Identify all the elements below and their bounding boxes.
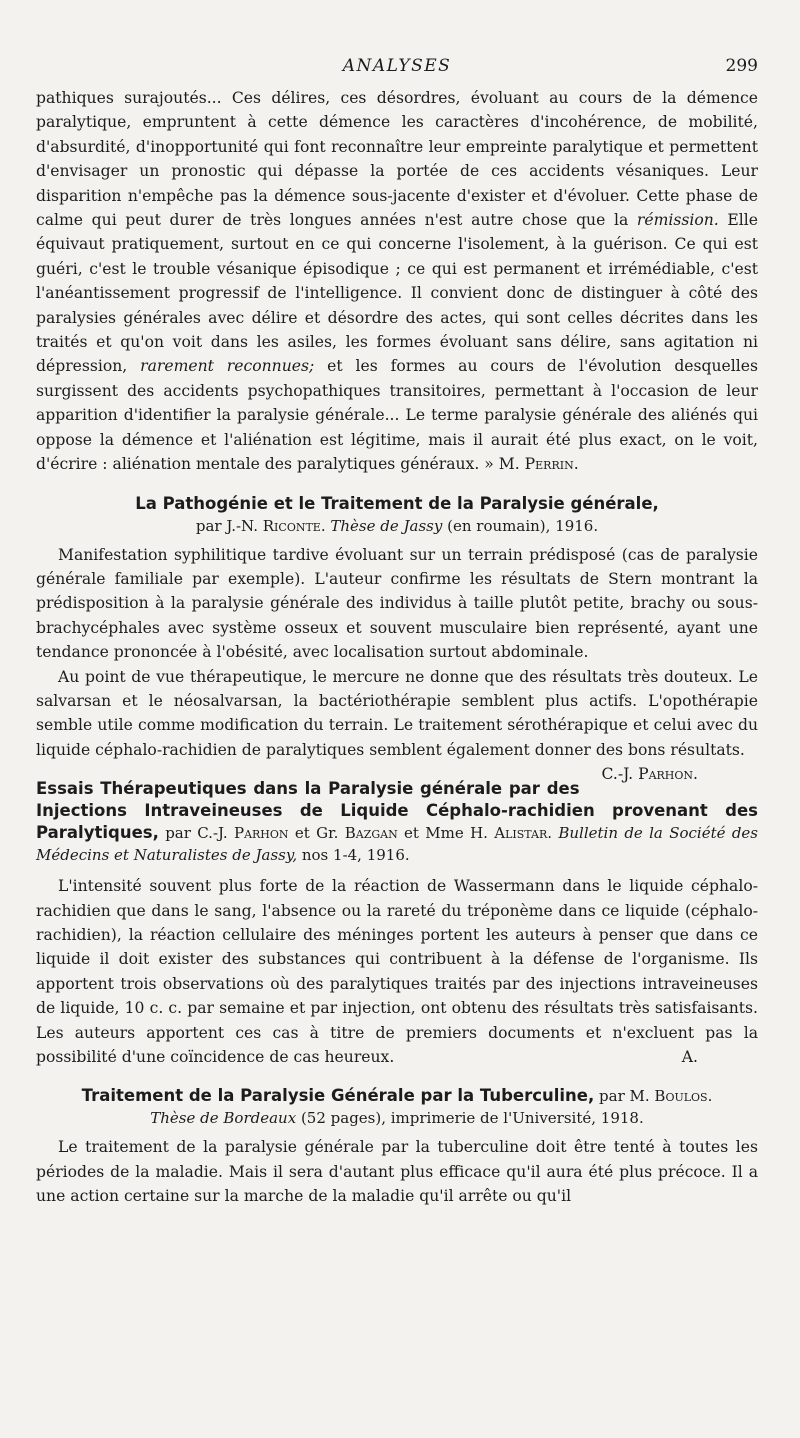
article-1-title: La Pathogénie et le Traitement de la Paralysie générale, [135, 493, 659, 513]
article-1-author: Riconte. [262, 516, 326, 535]
article-1-byline [36, 515, 758, 537]
page-content [36, 56, 758, 1209]
article-1-source: Thèse de Jassy [330, 516, 443, 535]
article-2-paragraph-1-text: L'intensité souvent plus forte de la réaction de Wassermann dans le liquide céphalo-rachidien que dans le sang, l'absence ou la rareté du tréponème dans ce liquide (céphalo-rachidien), la réaction cellulaire des méninges portent les auteurs à penser que dans ce liquide il doit exister des substances qui contribuent à la défense de l'organisme. Ils apportent trois observations où des paralytiques traités par des injections intraveineuses de liquide, 10 c. c. par semaine et par injection, ont obtenu des résultats très satisfaisants. Les auteurs apportent ces cas à titre de premiers documents et n'excluent pas la possibilité d'une coïncidence de cas heureux. [36, 877, 758, 1066]
running-title: ANALYSES [342, 56, 452, 76]
article-2-author-3: Alistar. [494, 824, 553, 843]
intro-paragraph [36, 86, 758, 477]
article-3-title [36, 1085, 758, 1107]
article-3 [36, 1085, 758, 1208]
article-1-signature: C.-J. Parhon. [601, 765, 698, 784]
article-3-author: Boulos. [654, 1087, 713, 1106]
article-2-and-2: et Mme H. [397, 824, 495, 843]
article-2-signature: A. [681, 1048, 698, 1066]
article-1-source-rest: (en roumain), 1916. [442, 516, 599, 535]
intro-text-1: pathiques surajoutés... Ces délires, ces désordres, évoluant au cours de la démence paralytique, empruntent à cette démence les caractères d'incohérence, de mobilité, d'absurdité, d'inopportunité qui font reconnaître leur empreinte paralytique et permettent d'envisager un pronostic qui dépasse la portée de ces accidents vésaniques. Leur disparition n'empêche pas la démence sous-jacente d'exister et d'évoluer. Cette phase de calme qui peut durer de très longues années n'est autre chose que la [36, 89, 758, 230]
page-number: 299 [725, 56, 758, 76]
article-3-by: par M. [594, 1087, 655, 1106]
article-2-by: par C.-J. [158, 824, 234, 843]
article-2-source-rest: nos 1-4, 1916. [297, 846, 410, 865]
article-1-paragraph-1: Manifestation syphilitique tardive évoluant sur un terrain prédisposé (cas de paralysie générale familiale par exemple). L'auteur confirme les résultats de Stern montrant la prédisposition à la paralysie générale des individus à taille plutôt petite, brachy ou sous-brachycéphales avec système osseux et souvent musculaire bien représenté, ayant une tendance prononcée à l'obésité, avec localisation surtout abdominale. [36, 545, 758, 662]
article-2-paragraph-1 [36, 874, 758, 1069]
article-2 [36, 778, 758, 1069]
intro-text-3: et les formes au cours de l'évolution desquelles surgissent des accidents psychopathiques transitoires, permettant à l'occasion de leur apparition d'identifier la paralysie générale... Le terme paralysie générale des aliénés qui oppose la démence et l'aliénation est légitime, mais il aurait été plus exact, on le voit, d'écrire : aliénation mentale des paralytiques généraux. » [36, 357, 758, 474]
article-3-source-rest: (52 pages), imprimerie de l'Université, 1918. [296, 1109, 644, 1128]
article-2-and-1: et Gr. [288, 824, 345, 843]
article-3-source: Thèse de Bordeaux [150, 1109, 297, 1128]
intro-text-2: Elle équivaut pratiquement, surtout en ce qui concerne l'isolement, à la guérison. Ce qui est guéri, c'est le trouble vésanique épisodique ; ce qui est permanent et irrémédiable, c'est l'anéantissement progressif de l'intelligence. Il convient donc de distinguer à côté des paralysies générales avec délire et désordre des actes, qui sont celles décrites dans les traités et qu'on voit dans les asiles, les formes évoluant sans délire, sans agitation ni dépression, [36, 211, 758, 376]
article-3-byline [36, 1107, 758, 1129]
article-3-title-text: Traitement de la Paralysie Générale par la Tuberculine, [81, 1086, 595, 1106]
article-1-paragraph-2 [36, 665, 758, 784]
article-1 [36, 493, 758, 784]
running-head [36, 56, 758, 80]
article-3-paragraph-1: Le traitement de la paralysie générale par la tuberculine doit être tenté à toutes les périodes de la maladie. Mais il sera d'autant plus efficace qu'il aura été plus précoce. Il a une action certaine sur la marche de la maladie qu'il arrête ou qu'il [36, 1138, 758, 1206]
article-2-author-1: Parhon [233, 824, 289, 843]
article-2-title-text: Essais Thérapeutiques dans la Paralysie générale par des Injections Intraveineuses de Liquide Céphalo-rachidien provenant des Paralytiques, [36, 779, 758, 843]
article-1-by: par J.-N. [195, 516, 263, 535]
intro-signature: M. Perrin. [498, 455, 579, 474]
article-2-source: Bulletin de la Société des Médecins et Naturalistes de Jassy, [36, 824, 759, 865]
article-1-paragraph-2-text: Au point de vue thérapeutique, le mercure ne donne que des résultats très douteux. Le salvarsan et le néosalvarsan, la bactériothérapie semblent plus actifs. L'opothérapie semble utile comme modification du terrain. Le traitement sérothérapique et celui avec du liquide céphalo-rachidien de paralytiques semblent également donner des bons résultats. [36, 667, 758, 759]
article-2-author-2: Bazgan [344, 824, 398, 843]
article-2-title [36, 778, 758, 866]
intro-em-1: rémission. [636, 211, 719, 230]
intro-em-2: rarement reconnues; [140, 357, 315, 376]
